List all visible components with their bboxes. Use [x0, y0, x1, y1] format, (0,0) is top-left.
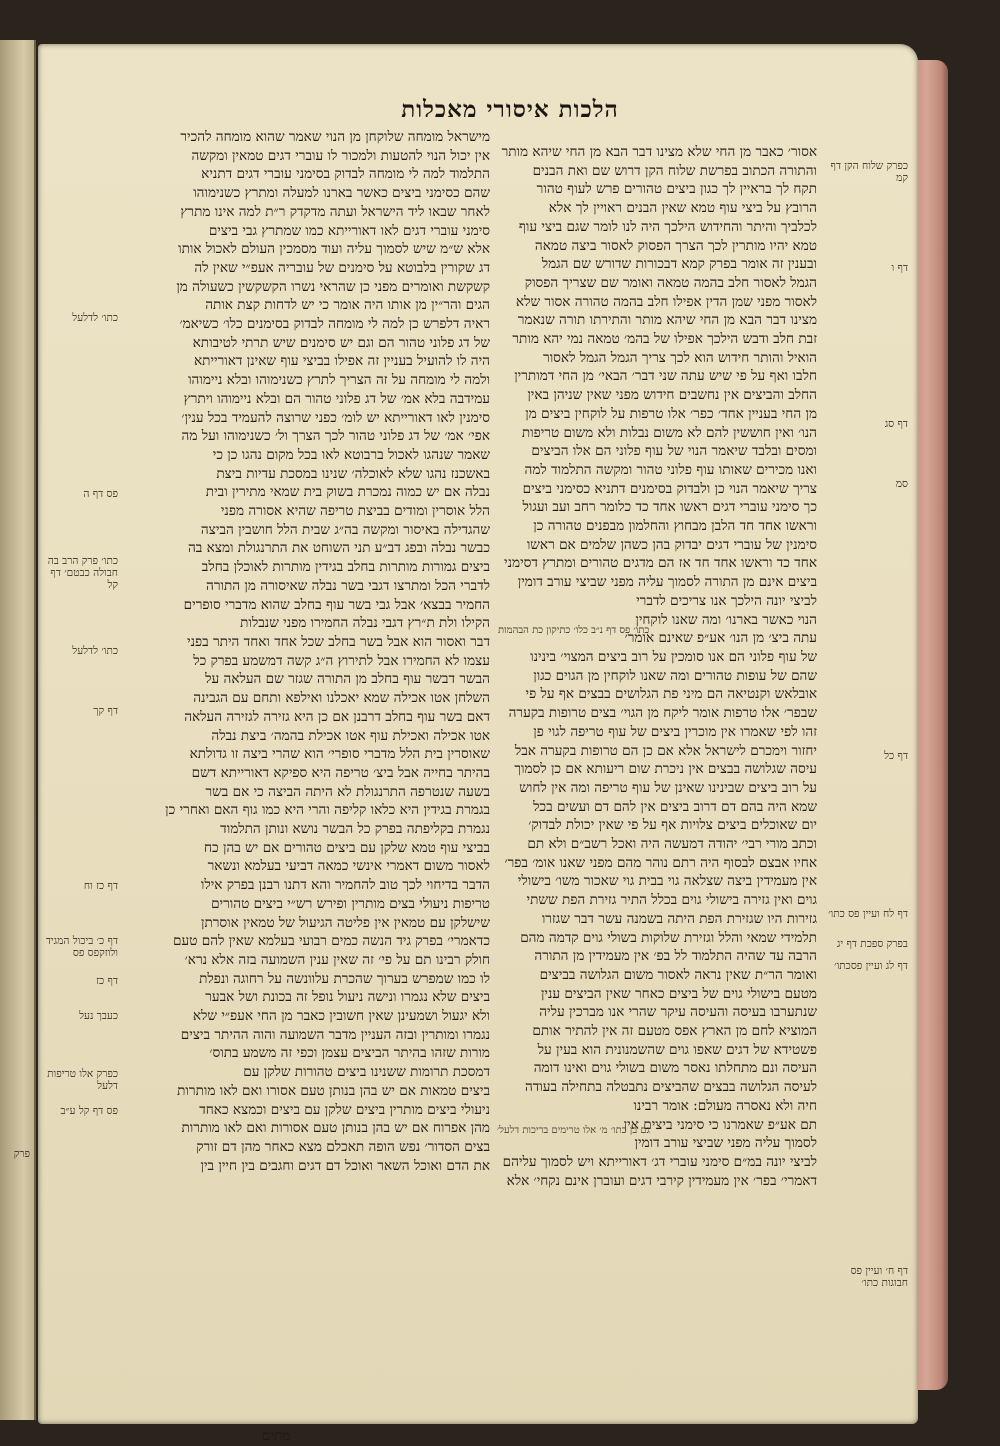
text-line: ביצים גמורות מותרות בחלב בגידין מותרות לאוכלן בחלב [201, 559, 490, 576]
text-line: לכלביך והיתר והחידוש הילכך היה לנו לומר שגם ביצי עוף [518, 218, 817, 235]
margin-note: סמ [895, 478, 908, 490]
text-line: זהו לפי שאמרו אין מוכרין ביצים של עוף טריפה לגוי פן [533, 723, 817, 740]
text-line: הגים והר״ין מן אותו היה אומר כי יש לדחות קצת אותה [205, 297, 490, 314]
text-line: ניעולי ביצים מותרין ביצים שלקן עם ביצים וכמצא כאחד [199, 1101, 490, 1118]
text-line: בצים הסדור׳ נפש הופה תאכלם מצא כאחר מהן דם זורק [196, 1138, 490, 1155]
margin-note: כתו׳ לדלעל [72, 312, 118, 324]
text-line: בשעה שנטרפה התרנגולת לא היתה הביצה כי אם בשר [205, 783, 490, 800]
text-line: ואנו מכירים שאותו עוף פלוני טהור ומקשה התלמוד למה [524, 461, 817, 478]
text-line: הלל אוסרין ומודים בביצת טריפה שהיא אסורה מפני [220, 503, 490, 520]
text-line: הנו׳ ואין חוששין להם לא משום נבלות ולא משום טריפות [521, 424, 817, 441]
text-line: הדבר בדיחוי לכך טוב להחמיר והא דתנו רבנן בפרק אילו [200, 877, 490, 894]
text-line: כדאמרי׳ בפרק גיד הנשה כמים רבועי בעלמא שאין להם טעם [173, 933, 490, 950]
text-line: את הדם ואוכל השאר ואוכל דם דגים וחגבים בין חיין בין [200, 1157, 490, 1174]
text-line: שמא היה בהם דם דרוב ביצים אין להם דם ועשים בכל [533, 798, 817, 815]
text-line: עצמו לא החמירו אבל לתירוץ ה״ג קשה דמשמע בפרק כל [193, 652, 490, 669]
text-line: המוציא לחם מן הארץ אפס מטעם זה אין להתיר אותם [532, 1023, 817, 1040]
text-line: ראיה דלפרש כן למה לי מומחה לבדוק בסימנים כלו׳ כשיאמ׳ [179, 316, 490, 333]
text-line: שבפר׳ אלו טרפות אומר ליקח מן הגוי׳ בצים טרופות בקערה [508, 705, 817, 722]
margin-note: כפרק אלו טריפות דלעל [47, 1068, 118, 1092]
text-line: יום שאוכלים ביצים צלויות אף על פי שאין יכולת לבדוק׳ [528, 817, 817, 834]
text-line: קשקשת ואומרים מפני כן שהראי נשרו הקשקשין כשעולה מן [176, 278, 490, 295]
margin-note: דף ח׳ ועיין פס חבוגות כתו׳ [850, 1265, 908, 1289]
text-line: גזירות היו שגזירת הפת היתה בשמנה עשר דבר שגזרו [541, 910, 817, 927]
text-line: ולמה לי מומחה על זה הצריך לתרץ כשנימוהו ובלא ניימוהו [188, 372, 490, 389]
text-line: של דג פלוני טהור הם וגם יש סימנים שיש תרתי לטיבותא [192, 334, 490, 351]
margin-note: כפרק שלוח הקן דף קמ [830, 160, 908, 184]
margin-note: כתו׳ פרק הרב בה חבולה כבטם׳ דף קל [47, 555, 118, 591]
text-line: לביצי יונה הילכך אנו צריכים לדברי [636, 592, 817, 609]
margin-note: כתו׳ לדלעל [72, 645, 118, 657]
text-line: הגמל לאסור חלב בהמה טמאה ואומר שם שצריך הפסוק [524, 274, 817, 291]
text-line: התלמוד למה לי מומחה לבדוק בסימני עוברי דגים דתניא [201, 166, 490, 183]
text-line: מצינו דבר הבא מן החי שיהא מותר והתירתו תורה שנאמר [517, 312, 817, 329]
text-line: אחד כד וראשו אחד חד אז הם מדגים טהורים ומתרץ דסימני [504, 555, 817, 572]
text-line: אסור׳ כאבר מן החי שלא מצינו דבר הבא מן החי שיהא מותר [501, 144, 817, 160]
text-line: היה לו להועיל בעניין זה אפילו בביצי עוף שאינן דאורייתא [194, 353, 490, 370]
text-line: עיסה שגלושה בבצים אין ניכרת שום ריעותא אם כן לסמוך [514, 761, 817, 778]
text-line: העיסה ונם מתחלתו נאסר משום בשולי גוים ואינו דומה [533, 1060, 817, 1077]
text-line: וכתב מורי רבי׳ יהודה דמעשה היה ואכל רשב״ם ולא תם [527, 836, 817, 853]
text-line: אובלאש וקנטיאה הם מיני פת הגלושים בבצים אף על פי [525, 686, 817, 703]
text-line: דמסכת תרומות ששנינו ביצים טהורות שלקן עם [243, 1064, 490, 1081]
text-line: לסמוך עליה מפני שביצי עורב דומין [634, 1135, 817, 1152]
margin-note: פס דף ה [83, 488, 118, 500]
text-line: נבלה אם יש כמוה נמכרת בשוק בית שמאי מתירין ובית [205, 484, 490, 501]
text-line: צריך שיאמר הנוי כן ולבדוק בסימנים דתניא כסימני ביצים [522, 480, 817, 497]
margin-note: פס דף קל ע״ב [60, 1105, 118, 1117]
text-line: ביצים שלא נגמרו ונישה ניעול נופל זה בכונת ושל אבער [205, 989, 490, 1006]
text-line: חיה ולא נאסרה מעולם: אומר רבינו [633, 1097, 817, 1114]
margin-note: דף לח ועיין פס כתו׳ [828, 908, 908, 920]
text-line: לדברי הכל ומתרצו דגבי בשר נבלה שאיסורה מן התורה [206, 577, 490, 594]
text-line: שאוסרין בית הלל מדברי סופרי׳ הוא שהרי ביצה זו גדולתא [189, 746, 490, 763]
text-line: דאמרי׳ בפר׳ אין מעמידין קירבי דגים ועוברן אינם נקחי׳ אלא [506, 1172, 817, 1189]
text-line: והתורה הכתוב בפרשת שלוח הקן דרוש שם ואת הבנים [532, 162, 817, 179]
text-line: אטו אכילה ואכילת עוף אטו אכילת בהמה׳ ביצת נבלה [211, 727, 490, 744]
text-line: החמיר בבצא׳ אבל גבי בשר עוף בחלב שהוא מדברי סופרים [183, 596, 490, 613]
text-line: חלבו ואף על פי שיש עתה שני דבר׳ הבאי׳ מן החי דמותרין [514, 368, 817, 385]
text-line: השלחן אטו אכילה שמא יאכלנו ואילפא ותחם עם הגבינה [193, 690, 490, 707]
text-line: מורות שזהו בהיתר הביצים עצמן וכפי זה משמע בתוס׳ [209, 1045, 490, 1062]
margin-note: דף ו [891, 262, 908, 274]
text-line: גוים ואין גזירה בישולי גוים בכלל התיר גזירת הפת ששתי [526, 892, 817, 909]
text-line: אלא ש״מ שיש לסמוך עליה ועוד מסמכין העולם לאכול אותו [178, 241, 490, 258]
catchword: מתים [262, 1428, 291, 1444]
text-line: אפי׳ אמ׳ של דג פלוני טהור לכך הצרך ול׳ כשנימוהו ועל מה [181, 428, 490, 445]
text-line: כבשר נבלה ובפג דב״ע תני השוחט את התרנגולת ומצא בה [187, 540, 490, 557]
text-line: טמא יהיו מותרין לכך הצרך הפסוק לאסור ביצה טמאה [534, 237, 817, 254]
text-line: הנוי כאשר בארנו׳ ומה שאנו לוקחין [635, 611, 817, 628]
text-line: סימנין של עוברי דגים יבדוק בהן כשהן שלמים אם ראשו [526, 536, 817, 553]
margin-note: דף כז [96, 975, 118, 987]
text-line: לביצי יונה במ״ם סימני עוברי דג׳ דאורייתא ויש לסמוך עליהם [502, 1153, 817, 1170]
margin-note: דף כז וח [83, 880, 118, 892]
text-line: ובענין זה אומר בפרק קמא דבכורות שדורש שם הגמל [541, 256, 817, 273]
text-line: ולא יגעול ושמעינן שאין חשובין כאבר מן החי אעפ״י שלא [192, 1008, 490, 1025]
text-line: מישראל מומחה שלוקחן מן הנוי שאמר שהוא מומחה להכיר [180, 129, 490, 145]
adjacent-page-edge [0, 40, 36, 1420]
text-line: סימנין לאו דאורייתא יש לומ׳ כפני שרוצה להעמיד בכל ענין׳ [181, 409, 490, 426]
text-line: שהגדילה באיסור ומקשה בה״ג שבית הלל חושבין הביצה [200, 521, 490, 538]
text-line: אחיו אבצם לבסוף היה רתם נוהר מהם מפני שאנו אומ׳ בפר׳ [504, 854, 817, 871]
text-line: טריפות ניעולי בצים מותרין ופירש רש״י ביצים טהורים [211, 895, 490, 912]
text-line: מן החי בעניין אחד׳ כפר׳ אלו טרפות על לוקחין ביצים מן [525, 405, 817, 422]
text-line: לאסור מפני שמן הדין אפילו חלב בהמה טהורה אסור שלא [515, 293, 817, 310]
text-line: הואיל והותר חידוש הוא לכך צריך הגמל הגמל לאסור [543, 349, 817, 366]
margin-note: דף סג [884, 418, 908, 430]
text-line: לאסור משום דאמרי אינשי כמאה דביעי בעלמא ונשאר [207, 858, 490, 875]
text-line: וראשו אחד חד הלבן מבחוץ והחלמון מבפנים טהורה כן [533, 518, 817, 535]
text-line: עמידבה בלא אמ׳ של דג פלוני טהור הם ובלא ניימוהו ויתרץ [183, 390, 490, 407]
margin-note: כעבך נעל [79, 1010, 118, 1022]
text-line: תלמידי שמאי והלל וגזירת שלוקות בשולי גוים קדמה מהם [520, 929, 817, 946]
text-line: נגמרו ומותרין ובזה העניין מדבר השמועה והוה ההיתר ביצים [180, 1026, 490, 1043]
text-line: לאחר שבאו ליד הישראל ועתה מדקדק ר״ת למה אינו מתרץ [180, 203, 490, 220]
text-line: שאמר שנהגו לאכול ברבוטא לאו בכל מקום נהגו כן כי [212, 446, 490, 463]
text-line: הרובץ על ביצי עוף טמא שאין הבנים ראויין לך אלא [548, 200, 817, 217]
text-line: שישלקן עם טמאין אין פליטה הגיעול של טמאין אוסרתן [200, 914, 490, 931]
text-line: ביצים טמאות אם יש בהן בנותן טעם אסורו ואם לאו מותרות [177, 1082, 490, 1099]
text-line: ואומר הר״ת שאין נראה לאסור משום הגלושה בביצים [539, 966, 817, 983]
text-line: הבשר דבשר עוף בחלב מן התורה שגזר שם העלאה על [205, 671, 490, 688]
page-title: הלכות איסורי מאכלות [401, 96, 619, 123]
text-line: החלב והביצים אין נחשבים חידוש מפני שאין שניהן באין [527, 387, 817, 404]
text-line: הקילו ולת ת״רץ דגבי נבלה החמירו מפני שנבלות [240, 615, 490, 632]
text-line: שהם של עופות טהורים ומה שאנו לוקחין מן הגוים כגון [533, 667, 817, 684]
text-line: כך סימני עוברי דגים ראשו אחד כד כלומר רחב ועב ועגול [522, 499, 817, 516]
text-line: דאם בשר עוף בחלב דרבנן אם כן היא גזירה לגזירה העלאה [184, 708, 490, 725]
text-line: בהיתר בחייה אבל ביצ׳ טריפה היא ספיקא דאורייתא דשם [191, 764, 490, 781]
text-line: תם אע״פ שאמרנו כי סימני ביצים אין [623, 1116, 817, 1133]
text-line: נגמרת בקליפתה בפרק כל הבשר נושא ונותן התלמוד [220, 821, 490, 838]
text-line: אין יכול הנוי להטעות ולמכור לו עוברי דגים טמאין ומקשה [191, 147, 490, 164]
text-line: עתה ביצ׳ מן הנו׳ אע״פ שאינם אומר׳ [624, 630, 817, 647]
margin-note: דף כ׳ ביכול המגיד ולוזקפס פס [45, 935, 118, 959]
text-line: לו כמו שמפרש בערוך שהכרת עלוונשה על רחוגה ונפלת [199, 970, 490, 987]
text-line: על רוב ביצים שבינינו שאינן של עוף טריפה ומה אין לחוש [519, 779, 817, 796]
right-text-column [495, 143, 817, 1190]
text-line: בביצי עוף טמא שלקן עם ביצים טהורים אם יש בהן כח [204, 839, 490, 856]
text-line: באשכנז נהגו שלא לאוכלה׳ שנינו במסכת עדיות ביצת [216, 465, 490, 482]
text-line: מטעם בישולי גוים של ביצים כאחר שאין הביצים ענין [540, 985, 817, 1002]
text-line: בגמרת בגידין היא כלאו קליפה והרי היא כמו גוף האם ואחרי כן [165, 802, 490, 819]
text-line: חולק רבינו תם על פי׳ זה שאין ענין השמועה בזה אלא נרא׳ [184, 951, 490, 968]
text-line: פשטידא של דגים שאפו גוים שהשמנונית הוא בעין על [537, 1041, 817, 1058]
text-line: הרבה עד שהיה התלמוד לל בפ׳ אין מעמידין מן התורה [534, 948, 817, 965]
margin-note: דף קך [93, 705, 118, 717]
text-line: שהם כסימני ביצים כאשר בארנו למעלה ומתרץ כשנימוהו [193, 185, 490, 202]
text-line: אין מעמידין ביצה שצלאה גוי בבית גוי שאכור משו׳ בישולי [517, 873, 817, 890]
margin-note: פרק [13, 1148, 30, 1160]
text-line: יחזור וימכרם לישראל אלא אם כן הם טרופות בקערה אבל [514, 742, 817, 759]
margin-note: דף לג ועיין פסכתו׳ [834, 960, 908, 972]
text-line: תקח לך בראיין לך כגון ביצים טהורים פרש לעוף טהור [536, 181, 817, 198]
left-text-column [122, 128, 490, 1175]
text-line: זבת חלב ודבש הילכך אפילו של בהמ׳ טמאה נמי יהא מותר [512, 331, 817, 348]
text-line: ביצים אינם מן התורה לסמוך עליה מפני שביצי עורב דומין [517, 574, 817, 591]
text-line: של עוף פלוני הם אנו סומכין על רוב ביצים המצוי׳ בינינו [530, 648, 817, 665]
margin-note: בפרק ספכת דף יג [836, 938, 908, 950]
inline-note: כתו׳ פס דף נ״ב כלו׳ כתיקון כת הבהמות [498, 625, 650, 636]
text-line: ומסים ובלבד שיאמר הנוי של עוף פלוני הם אלו הביצים [531, 443, 817, 460]
text-line: לעיסה הגלושה בבצים שהביצים נתבטלה בתחילה בעודה [524, 1079, 817, 1096]
text-line: סימני עוברי דגים לאו דאורייתא כמו שמתרץ גבי ביצים [208, 222, 490, 239]
margin-note: דף כל [884, 750, 908, 762]
text-line: שנתערבו בעיסה והעיסה עיקר שהרי אנו מברכין עליה [539, 1004, 817, 1021]
text-line: דג שקורין בלבוטא על סימנים של עובריה אעפ״י שאין לה [194, 259, 490, 276]
inline-note: גם בן כתו׳ מ׳ אלו טרימים בריכות דלעל׳ [497, 1125, 650, 1136]
text-line: דבר ואסור הוא אבל בשר בחלב שכל אחד ואחד היתר בפני [187, 633, 490, 650]
text-line: מהן אפרוח אם יש בהן בנותן טעם אסורות ואם לאו מותרות [181, 1120, 490, 1137]
